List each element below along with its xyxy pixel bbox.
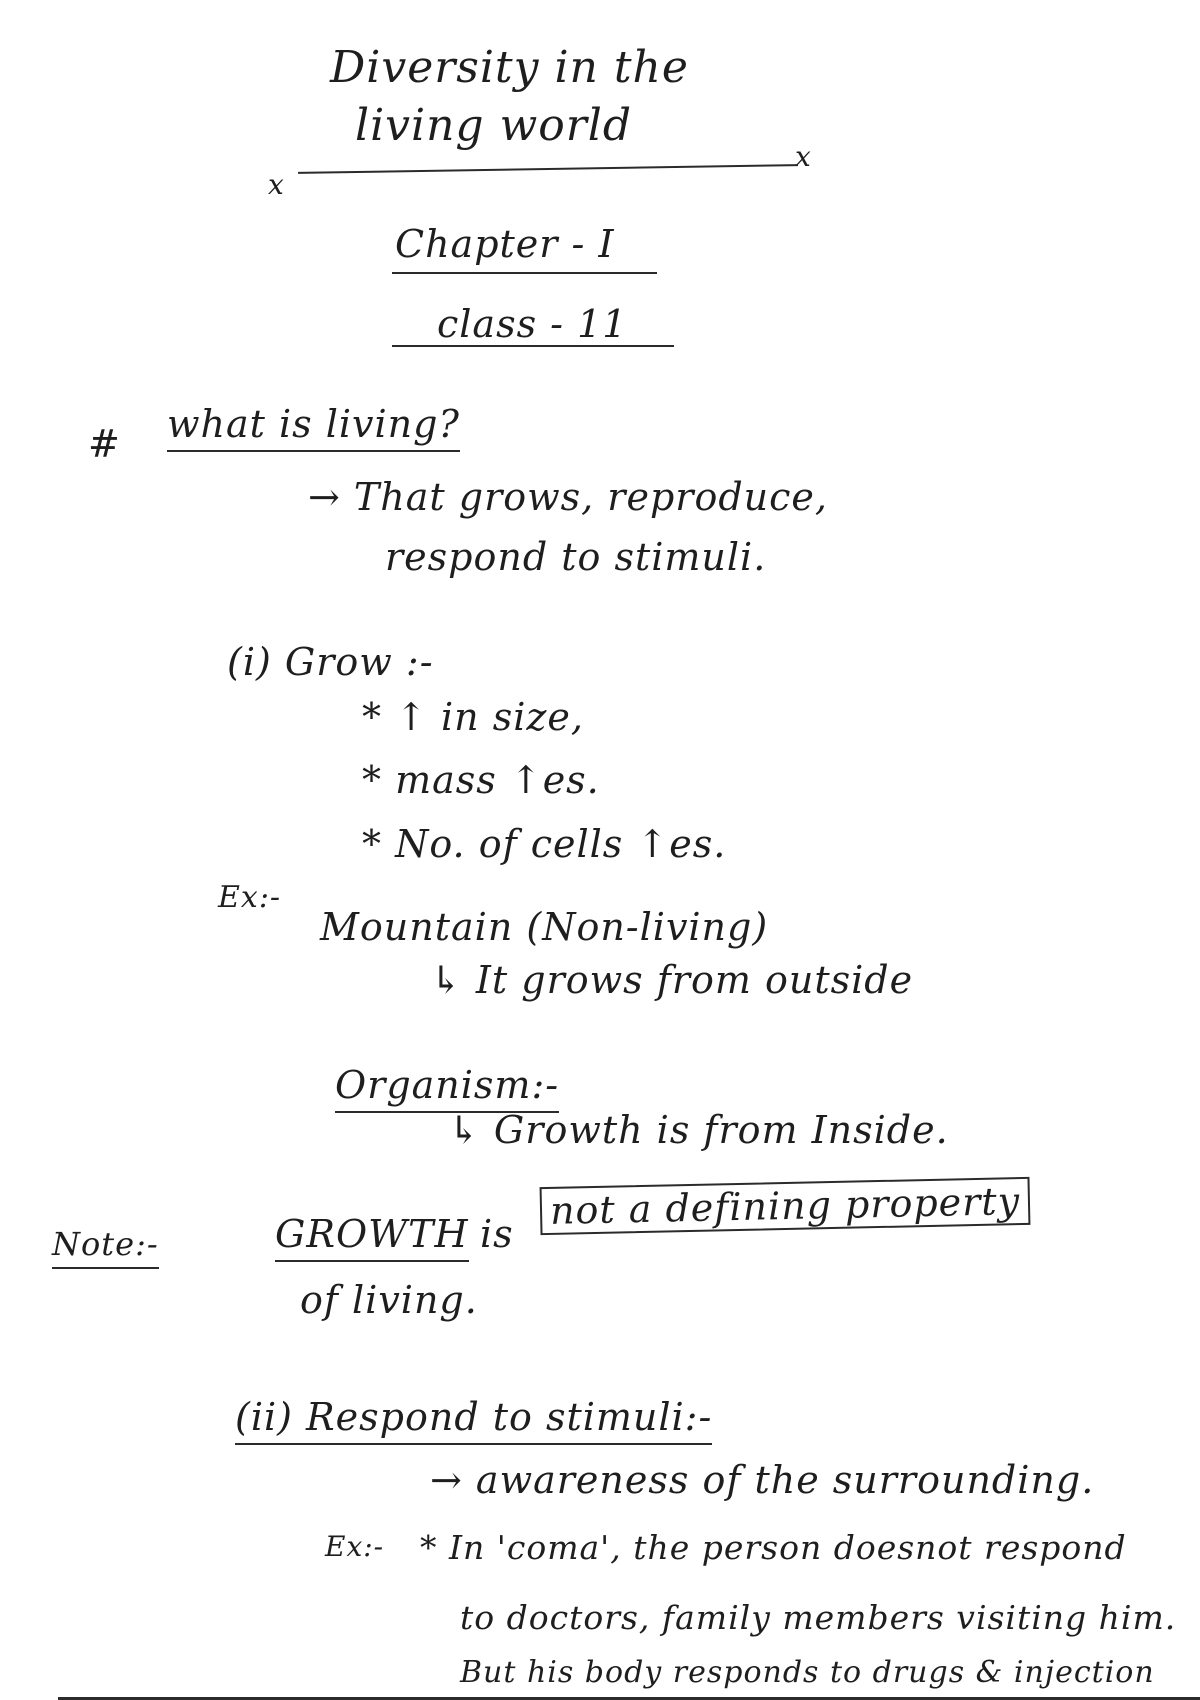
title-rule bbox=[298, 164, 798, 174]
grow-point-1: * ↑ in size, bbox=[362, 695, 584, 739]
note-line-2: of living. bbox=[300, 1278, 478, 1322]
note-label: Note:- bbox=[52, 1225, 159, 1269]
grow-point-3: * No. of cells ↑es. bbox=[362, 822, 727, 866]
note-growth-word: GROWTH bbox=[275, 1212, 469, 1262]
answer-line-1: → That grows, reproduce, bbox=[308, 475, 828, 519]
organism-label: Organism:- bbox=[335, 1063, 559, 1113]
example-1-line-1: Mountain (Non-living) bbox=[320, 905, 769, 949]
chapter-underline bbox=[392, 272, 657, 274]
example-label-2: Ex:- bbox=[325, 1530, 385, 1563]
grow-point-2: * mass ↑es. bbox=[362, 758, 600, 802]
answer-line-2: respond to stimuli. bbox=[385, 535, 767, 579]
title-mark-left: x bbox=[268, 168, 285, 201]
note-boxed-text: not a defining property bbox=[540, 1177, 1031, 1235]
note-is: is bbox=[480, 1212, 514, 1256]
class-label: class - 11 bbox=[437, 302, 628, 346]
example-label-1: Ex:- bbox=[218, 880, 282, 915]
respond-line: → awareness of the surrounding. bbox=[430, 1458, 1095, 1502]
organism-line: ↳ Growth is from Inside. bbox=[448, 1108, 949, 1152]
example-2-line-3: But his body responds to drugs & injection bbox=[460, 1655, 1155, 1690]
grow-label: (i) Grow :- bbox=[227, 640, 434, 684]
chapter-label: Chapter - I bbox=[395, 222, 615, 266]
question-heading: what is living? bbox=[167, 402, 460, 452]
example-1-line-2: ↳ It grows from outside bbox=[430, 958, 914, 1002]
title-line-1: Diversity in the bbox=[330, 42, 689, 93]
title-line-2: living world bbox=[355, 100, 632, 151]
title-mark-right: x bbox=[795, 140, 812, 173]
hash-mark: # bbox=[88, 422, 121, 466]
example-2-line-2: to doctors, family members visiting him. bbox=[460, 1598, 1177, 1637]
example-2-line-1: * In 'coma', the person doesnot respond bbox=[420, 1528, 1127, 1567]
class-underline bbox=[392, 345, 674, 347]
respond-label: (ii) Respond to stimuli:- bbox=[235, 1395, 712, 1445]
